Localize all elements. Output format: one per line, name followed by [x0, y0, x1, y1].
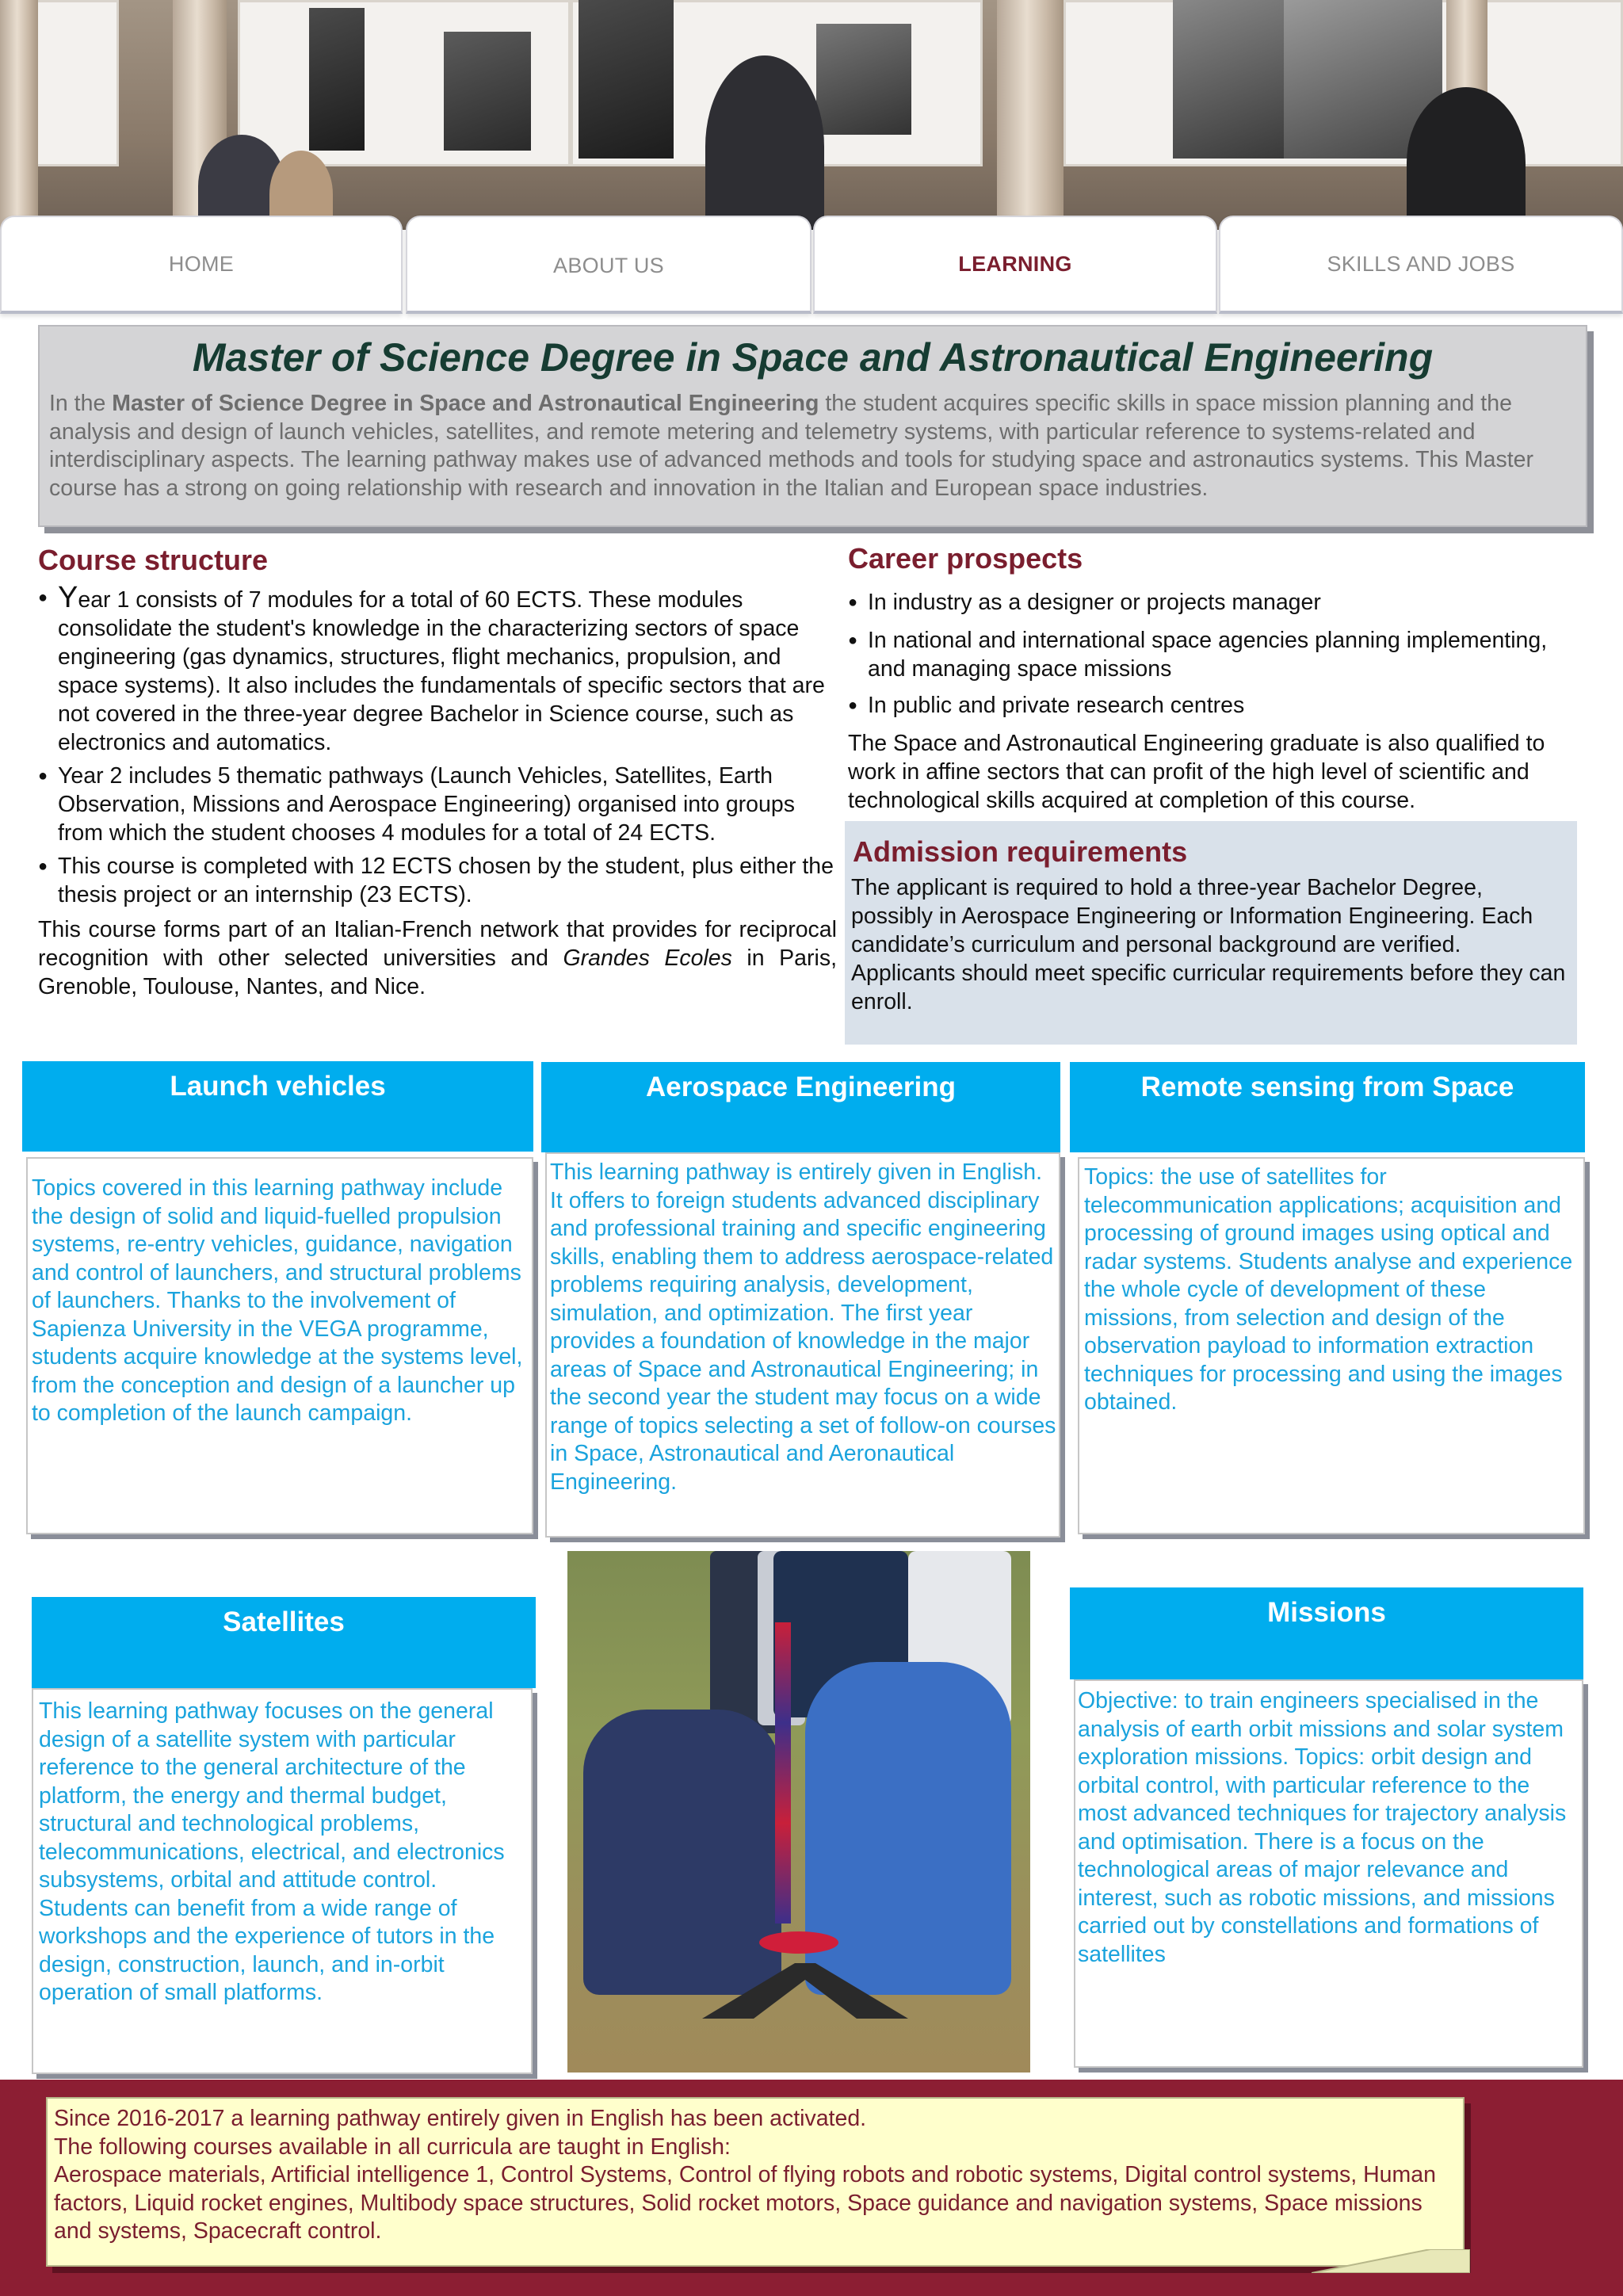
tab-about-us-label: ABOUT US	[553, 254, 664, 277]
aerospace-engineering-card	[545, 1152, 1060, 1538]
missions-text: Objective: to train engineers specialised in the analysis of earth orbit missions and solar system exploration missions. Topics: orbit design and orbital control, with particular reference to the most advanced techniques for trajectory analysis and optimisation. There is a focus on the technological areas of major relevance and interest, such as robotic missions, and missions carried out by constellations and formations of satellites	[1078, 1688, 1567, 1967]
launch-vehicles-card	[26, 1157, 533, 1534]
list-item: ● In public and private research centres	[848, 691, 1561, 720]
intro-text: In the Master of Science Degree in Space and Astronautical Engineering the student acquires specific skills in space mission planning and the analysis and design of launch vehicles, satellites, and remote metering and telemetry systems, with particular reference to systems-related and interdisciplinary aspects. The learning pathway makes use of advanced methods and tools for studying space and astronautics systems. This Master course has a strong on going relationship with research and innovation in the Italian and European space industries.	[49, 391, 1533, 501]
remote-sensing-text: Topics: the use of satellites for telecommunication applications; acquisition and processing of ground images using optical and radar systems. Students analyse and experience the whole cycle of development of these missions, from selection and design of the observation payload to information extraction techniques for processing and using the images obtained.	[1084, 1164, 1573, 1415]
missions-card	[1074, 1679, 1583, 2068]
course-structure-heading: Course structure	[38, 544, 269, 576]
list-item: ● This course is completed with 12 ECTS chosen by the student, plus either the thesis project or an internship (23 ECTS).	[38, 852, 838, 909]
header-photo	[0, 0, 1623, 230]
tab-skills-and-jobs[interactable]	[1219, 216, 1623, 314]
page-title: Master of Science Degree in Space and Astronautical Engineering	[192, 335, 1434, 380]
list-item: ● In industry as a designer or projects manager	[848, 588, 1561, 617]
tab-home-label: HOME	[168, 251, 235, 276]
aerospace-engineering-text: This learning pathway is entirely given in English. It offers to foreign students advanced disciplinary and professional training and specific engineering skills, enabling them to address aerospace-related problems requiring analysis, development, simulation, and optimization. The first year provides a foundation of knowledge in the major areas of Space and Astronautical Engineering; in the second year the student may focus on a wide range of topics selecting a set of follow-on courses in Space, Astronautical and Aeronautical Engineering.	[550, 1159, 1056, 1495]
admission-heading: Admission requirements	[853, 835, 1188, 868]
course-structure-list	[38, 583, 838, 914]
remote-sensing-header: Remote sensing from Space	[1070, 1062, 1585, 1152]
list-item: ● Year 2 includes 5 thematic pathways (Launch Vehicles, Satellites, Earth Observation, Missions and Aerospace Engineering) organised into groups from which the student chooses 4 modules for a total of 24 ECTS.	[38, 762, 838, 847]
rocket-launch-photo	[567, 1551, 1030, 2073]
tab-skills-and-jobs-label: SKILLS AND JOBS	[1327, 251, 1515, 276]
list-item: ● In national and international space agencies planning implementing, and managing space missions	[848, 626, 1561, 683]
launch-vehicles-text: Topics covered in this learning pathway include the design of solid and liquid-fuelled propulsion systems, re-entry vehicles, guidance, navigation and control of launchers, and structural problems of launchers. Thanks to the involvement of Sapienza University in the VEGA programme, students acquire knowledge at the systems level, from the conception and design of a launcher up to completion of the launch campaign.	[32, 1175, 523, 1426]
launch-vehicles-header: Launch vehicles	[22, 1061, 533, 1152]
note-fold-icon	[1312, 2249, 1470, 2273]
network-text: This course forms part of an Italian-French network that provides for reciprocal recognition with other selected universities and Grandes Ecoles in Paris, Grenoble, Toulouse, Nantes, and Nice.	[38, 917, 837, 999]
tab-learning-label: LEARNING	[958, 251, 1072, 276]
satellites-card	[32, 1688, 533, 2074]
career-paragraph: The Space and Astronautical Engineering graduate is also qualified to work in affine sectors that can profit of the high level of scientific and technological skills acquired at completion of this course.	[848, 731, 1545, 813]
intro-box	[38, 325, 1587, 527]
admission-box	[845, 821, 1577, 1045]
english-courses-text: Since 2016-2017 a learning pathway entirely given in English has been activated. The following courses available in all curricula are taught in English: Aerospace materials, Artificial intelligence 1, Control Systems, Control of flying robots and robotic systems, Digital control systems, Human factors, Liquid rocket engines, Multibody space structures, Solid rocket motors, Space guidance and navigation systems, Space missions and systems, Spacecraft control.	[54, 2106, 1436, 2244]
career-prospects-list	[848, 588, 1561, 724]
english-courses-note	[46, 2097, 1465, 2267]
main-nav	[0, 216, 1623, 315]
tab-learning[interactable]	[813, 216, 1217, 314]
admission-text: The applicant is required to hold a three-year Bachelor Degree, possibly in Aerospace Engineering or Information Engineering. Each candidate’s curriculum and personal background are verified. Applicants should meet specific curricular requirements before they can enroll.	[851, 875, 1566, 1014]
tab-about-us[interactable]	[406, 216, 812, 314]
list-item: ● Year 1 consists of 7 modules for a total of 60 ECTS. These modules consolidate the student's knowledge in the characterizing sectors of space engineering (gas dynamics, structures, flight mechanics, propulsion, and space systems). It also includes the fundamentals of specific sectors that are not covered in the three-year degree Bachelor in Science course, such as electronics and automatics.	[38, 583, 838, 757]
missions-header: Missions	[1070, 1587, 1583, 1679]
satellites-header: Satellites	[32, 1597, 536, 1688]
tab-home[interactable]	[0, 216, 403, 314]
satellites-text: This learning pathway focuses on the general design of a satellite system with particular reference to the general architecture of the platform, the energy and thermal budget, structural and technological problems, telecommunications, electrical, and electronics subsystems, orbital and attitude control. Students can benefit from a wide range of workshops and the experience of tutors in the design, construction, launch, and in-orbit operation of small platforms.	[39, 1698, 505, 2005]
career-prospects-heading: Career prospects	[848, 542, 1083, 575]
remote-sensing-card	[1078, 1157, 1585, 1534]
aerospace-engineering-header: Aerospace Engineering	[541, 1062, 1060, 1152]
